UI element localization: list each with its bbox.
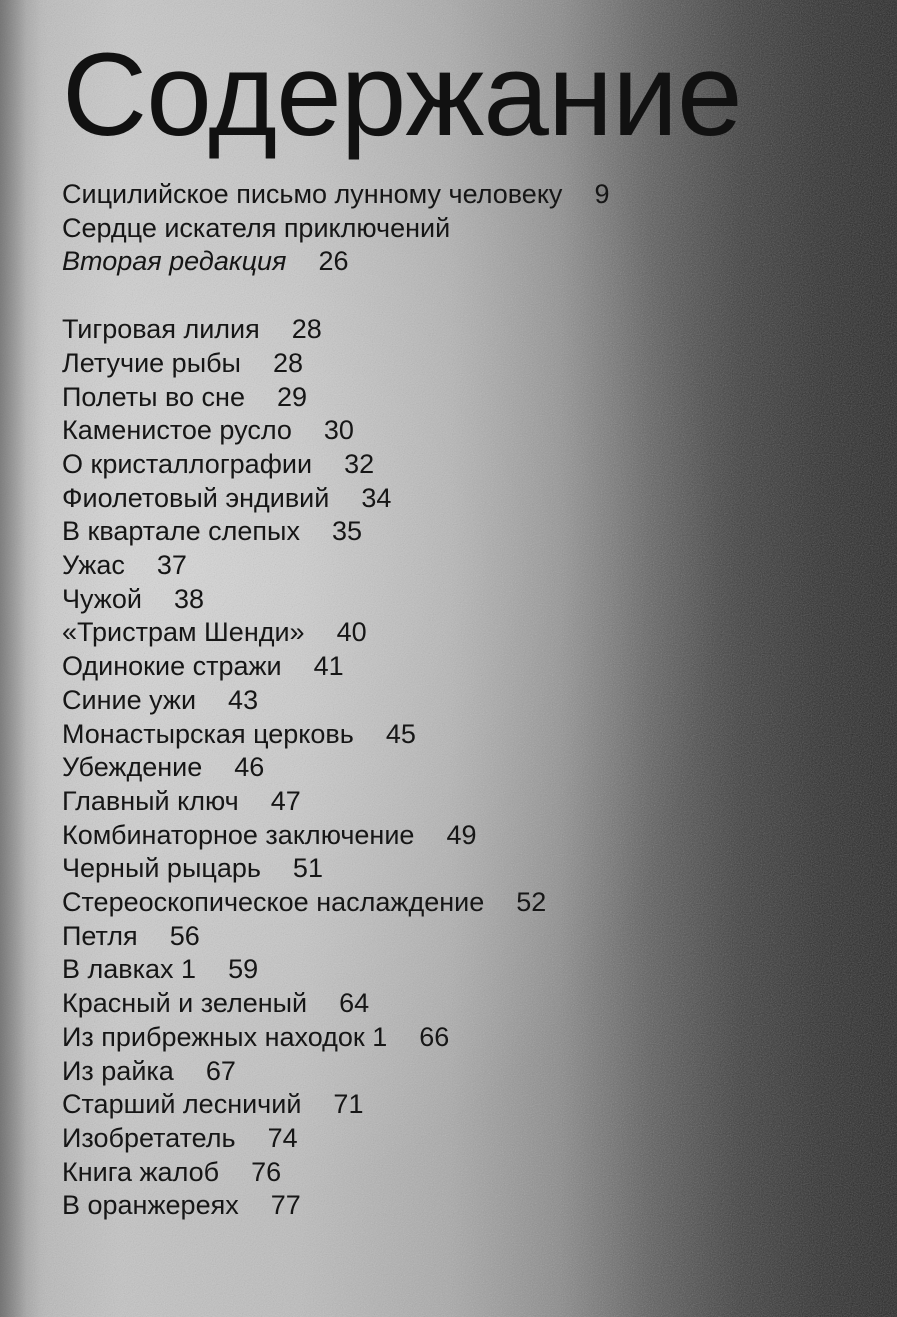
toc-entry-title: В квартале слепых xyxy=(62,516,300,547)
toc-entry-title: Сицилийское письмо лунному человеку xyxy=(62,179,563,209)
toc-entry xyxy=(62,1055,862,1089)
toc-entry-title: Петля xyxy=(62,920,138,951)
toc-entry-page: 51 xyxy=(292,853,323,884)
toc-entry-title: Из прибрежных находок 1 xyxy=(62,1021,388,1052)
toc-entry-title: Убеждение xyxy=(62,752,203,783)
toc-entry-title: Полеты во сне xyxy=(62,381,245,412)
toc-entry-subtitle: Вторая редакция xyxy=(62,246,287,277)
toc-entry-page: 49 xyxy=(446,819,477,850)
toc-entry xyxy=(62,583,862,617)
toc-entry xyxy=(62,953,862,987)
toc-entry xyxy=(62,178,862,212)
toc-entry xyxy=(62,650,862,684)
toc-entry-title: Главный ключ xyxy=(62,785,239,816)
toc-entry-title: Комбинаторное заключение xyxy=(62,819,415,850)
toc-entry xyxy=(62,414,862,448)
toc-entry-page: 56 xyxy=(169,920,200,951)
toc-entry-title: Изобретатель xyxy=(62,1122,236,1153)
toc-entry-page: 74 xyxy=(267,1122,298,1153)
toc-entry-title: Черный рыцарь xyxy=(62,853,261,884)
toc-entry-title: Одинокие стражи xyxy=(62,651,282,682)
toc-entry-page: 71 xyxy=(333,1089,364,1120)
toc-entry-page: 66 xyxy=(419,1021,450,1052)
toc-entry-page: 38 xyxy=(173,583,205,614)
toc-entry xyxy=(62,785,862,819)
toc-entry xyxy=(62,549,862,583)
toc-entry xyxy=(62,987,862,1021)
toc-entry-page: 26 xyxy=(318,246,349,277)
toc-entry-page: 67 xyxy=(205,1055,236,1086)
toc-entry-title: Синие ужи xyxy=(62,684,197,715)
toc-entry xyxy=(62,718,862,752)
toc-entry xyxy=(62,245,862,279)
toc-entry-page: 77 xyxy=(270,1190,301,1221)
toc-entry-title: Старший лесничий xyxy=(62,1089,302,1120)
toc-entry-page: 59 xyxy=(228,954,259,985)
toc-entry-title: Из райка xyxy=(62,1055,174,1086)
toc-entry-page: 46 xyxy=(234,752,265,783)
toc-entry-title: Летучие рыбы xyxy=(62,347,241,378)
toc-entry-title: Ужас xyxy=(62,550,125,581)
toc-entry-page: 41 xyxy=(313,651,344,682)
toc-entry-title: Тигровая лилия xyxy=(62,314,260,345)
book-spine-shadow xyxy=(0,0,48,1317)
toc-entry-page: 32 xyxy=(344,448,375,479)
toc-entry xyxy=(62,212,862,246)
toc-entry-page: 28 xyxy=(272,347,304,378)
toc-entry-title: Каменистое русло xyxy=(62,415,292,446)
toc-entry-title: Сердце искателя приключений xyxy=(62,212,451,243)
toc-entry-title: «Тристрам Шенди» xyxy=(62,617,305,648)
toc-entry xyxy=(62,751,862,785)
table-of-contents xyxy=(62,30,862,1223)
toc-entry xyxy=(62,482,862,516)
toc-entry-title: Монастырская церковь xyxy=(62,718,354,749)
toc-entry-page: 30 xyxy=(323,415,354,446)
toc-entry xyxy=(62,616,862,650)
toc-entry-page: 29 xyxy=(276,381,308,412)
toc-entry xyxy=(62,515,862,549)
page-title: Содержание xyxy=(62,29,742,161)
toc-entry-page: 45 xyxy=(385,718,416,749)
toc-list xyxy=(62,178,862,1223)
toc-entry xyxy=(62,381,862,415)
toc-entry-page: 47 xyxy=(270,785,301,816)
toc-entry-title: Книга жалоб xyxy=(62,1156,220,1187)
toc-entry xyxy=(62,886,862,920)
toc-entry xyxy=(62,1021,862,1055)
toc-entry-title: Фиолетовый эндивий xyxy=(62,482,330,513)
toc-entry xyxy=(62,1122,862,1156)
toc-entry-title: В лавках 1 xyxy=(62,954,197,985)
toc-entry xyxy=(62,1088,862,1122)
toc-entry xyxy=(62,313,862,347)
toc-entry xyxy=(62,852,862,886)
toc-entry xyxy=(62,1189,862,1223)
toc-entry-page: 34 xyxy=(361,482,392,513)
toc-entry-page: 28 xyxy=(291,314,322,345)
toc-entry xyxy=(62,448,862,482)
toc-entry xyxy=(62,684,862,718)
toc-entry-page: 40 xyxy=(336,617,367,648)
toc-entry-title: Чужой xyxy=(62,583,142,614)
toc-entry-title: В оранжереях xyxy=(62,1190,239,1221)
toc-entry xyxy=(62,347,862,381)
toc-entry xyxy=(62,1156,862,1190)
toc-entry xyxy=(62,920,862,954)
toc-entry-page: 35 xyxy=(331,516,362,547)
toc-entry-title: О кристаллографии xyxy=(62,448,313,479)
toc-entry-page: 76 xyxy=(251,1156,282,1187)
toc-entry-page: 9 xyxy=(594,179,610,209)
toc-entry-title: Стереоскопическое наслаждение xyxy=(62,887,485,918)
toc-entry-page: 43 xyxy=(228,684,259,715)
toc-entry-page: 52 xyxy=(516,887,547,918)
toc-entry-page: 37 xyxy=(156,550,187,581)
toc-entry-page: 64 xyxy=(339,988,370,1019)
toc-entry xyxy=(62,819,862,853)
toc-entry-title: Красный и зеленый xyxy=(62,988,308,1019)
